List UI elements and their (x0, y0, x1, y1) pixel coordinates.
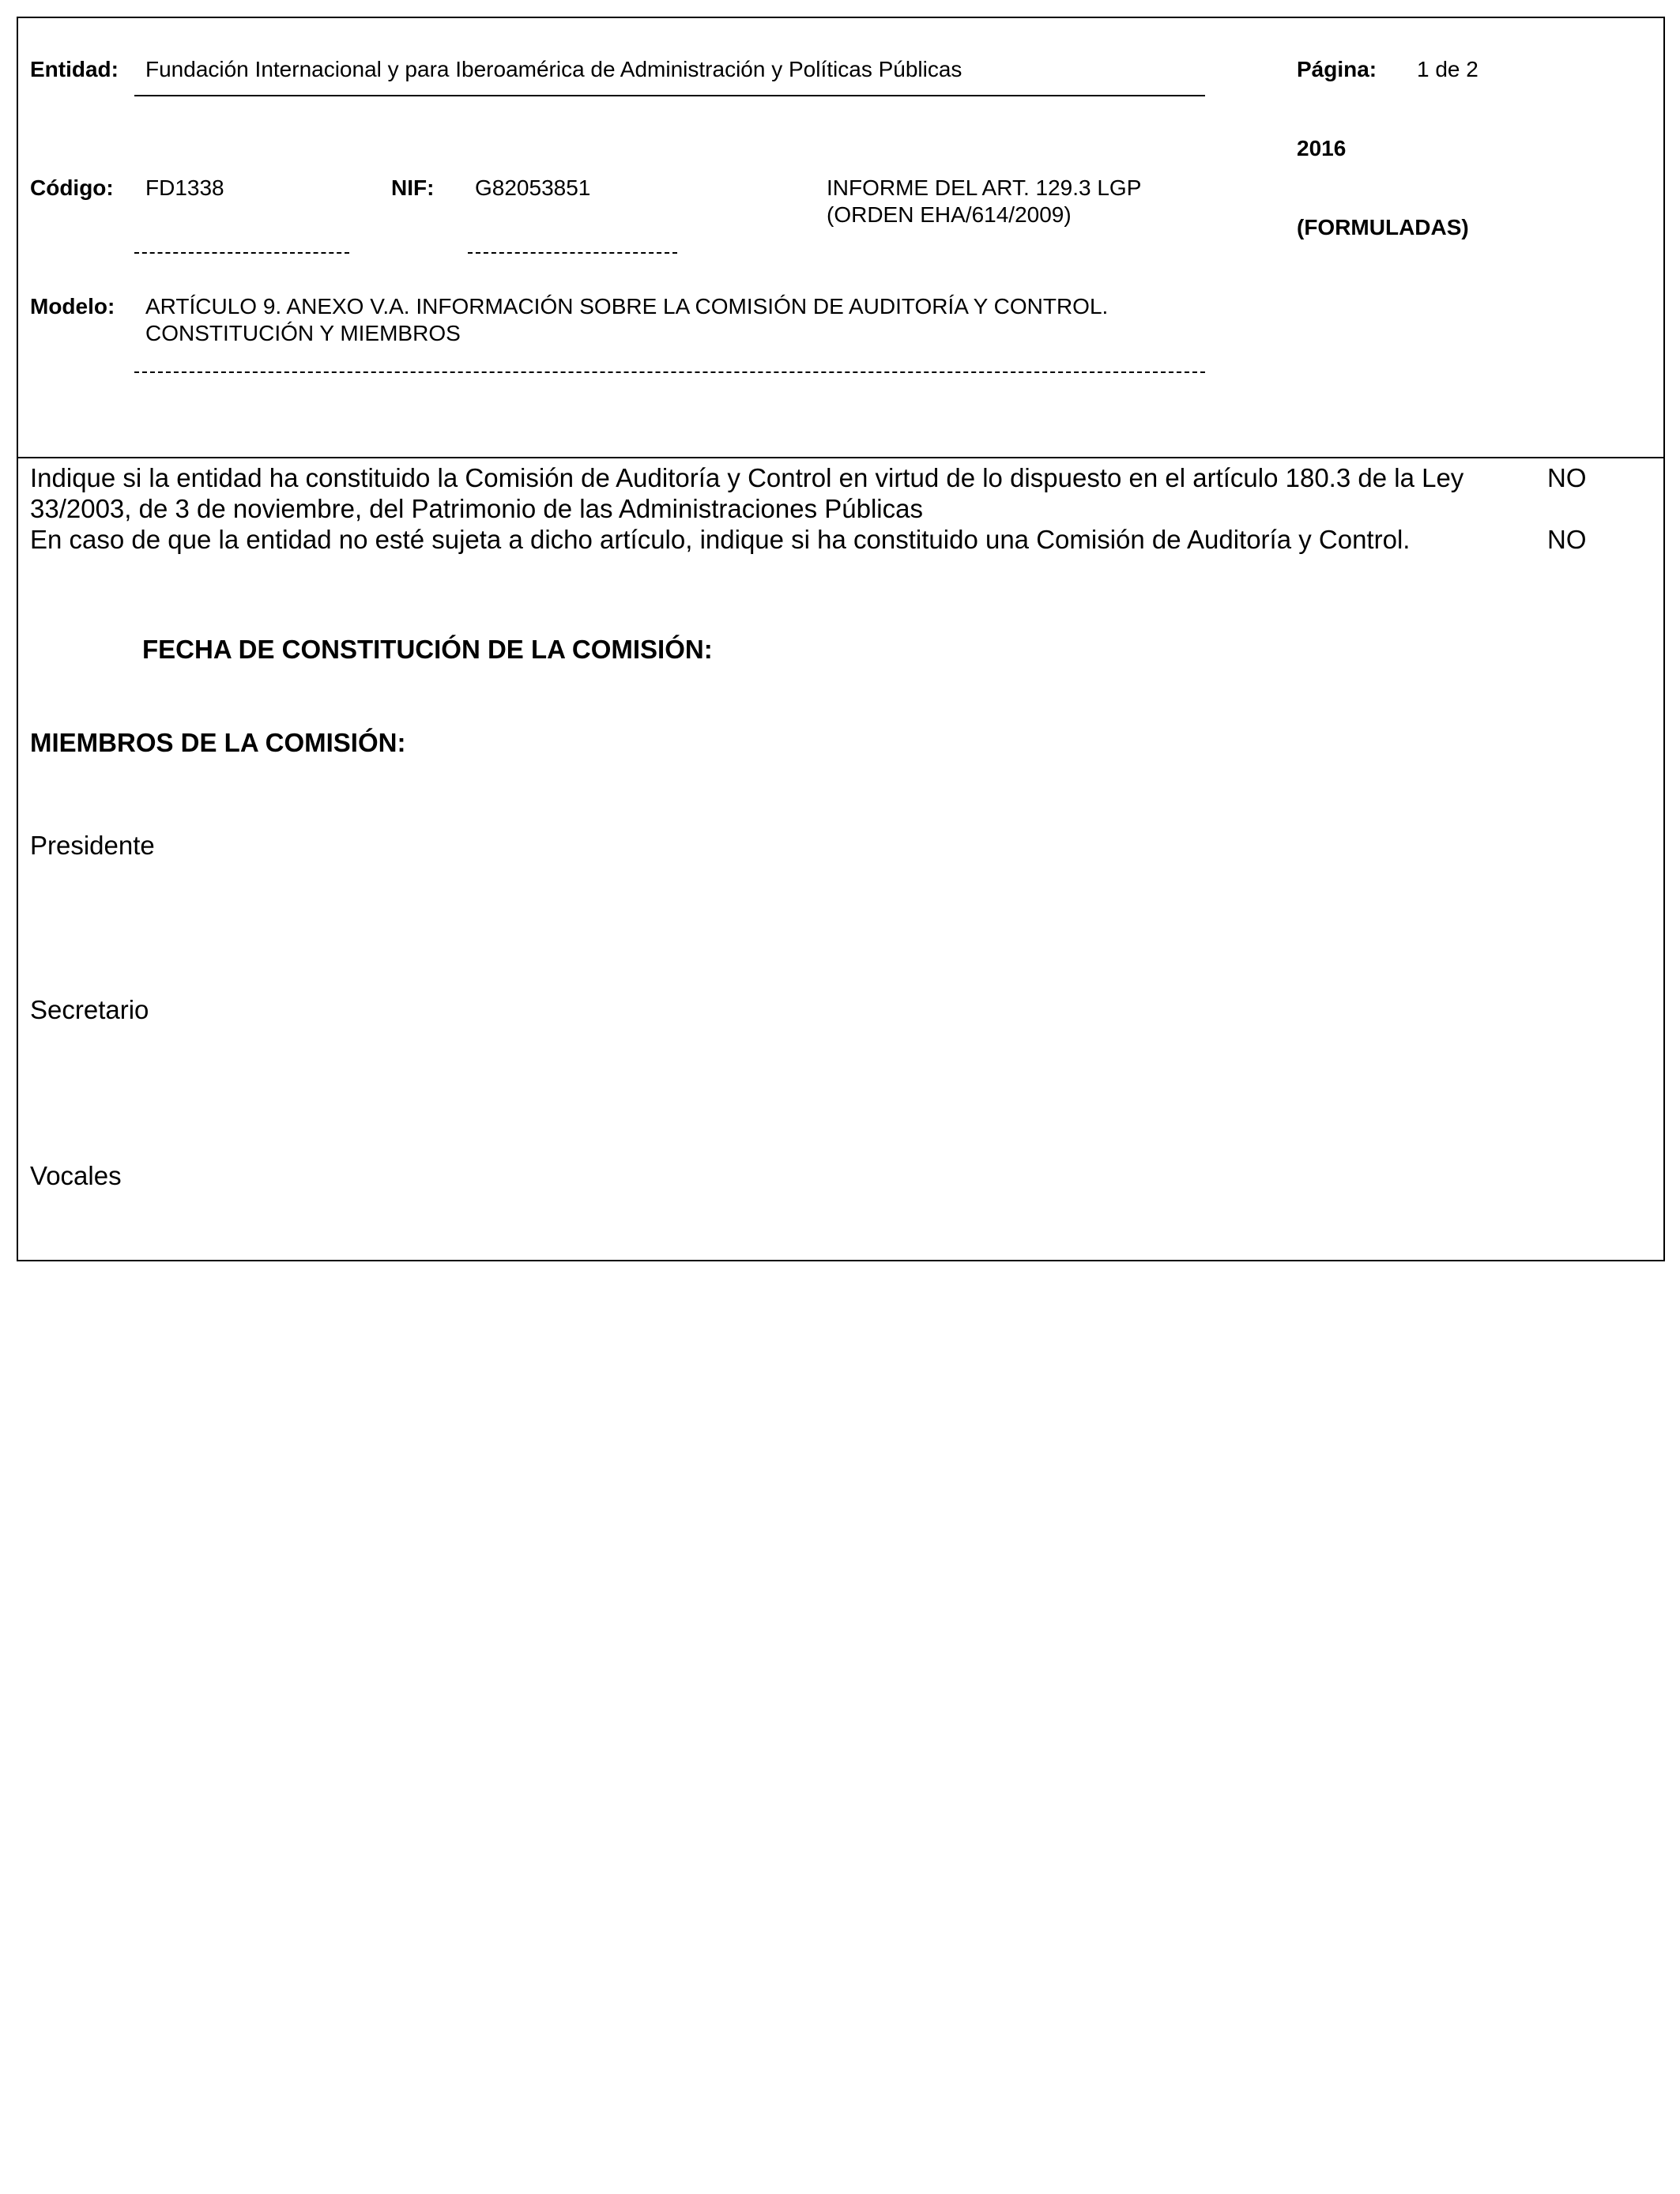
fecha-constitucion-title: FECHA DE CONSTITUCIÓN DE LA COMISIÓN: (142, 635, 713, 664)
question-1-line-1: Indique si la entidad ha constituido la Comisión de Auditoría y Control en virtud de lo dispuesto en el artículo 180.3 de la Ley (30, 463, 1464, 492)
entidad-value: Fundación Internacional y para Iberoamérica de Administración y Políticas Públicas (145, 57, 962, 81)
modelo-underline (134, 371, 1205, 373)
modelo-label: Modelo: (30, 294, 115, 319)
role-vocales: Vocales (30, 1161, 122, 1190)
nif-value: G82053851 (475, 175, 591, 200)
modelo-line-2: CONSTITUCIÓN Y MIEMBROS (145, 321, 461, 345)
role-secretario: Secretario (30, 995, 149, 1024)
codigo-underline (134, 252, 349, 254)
codigo-label: Código: (30, 175, 114, 200)
nif-label: NIF: (391, 175, 435, 200)
miembros-title: MIEMBROS DE LA COMISIÓN: (30, 728, 406, 757)
informe-line-1: INFORME DEL ART. 129.3 LGP (827, 175, 1142, 200)
status-label: (FORMULADAS) (1297, 215, 1469, 239)
year-label: 2016 (1297, 136, 1347, 160)
modelo-line-1: ARTÍCULO 9. ANEXO V.A. INFORMACIÓN SOBRE LA COMISIÓN DE AUDITORÍA Y CONTROL. (145, 294, 1109, 319)
codigo-value: FD1338 (145, 175, 224, 200)
informe-line-2: (ORDEN EHA/614/2009) (827, 202, 1072, 227)
question-1-line-2: 33/2003, de 3 de noviembre, del Patrimonio de las Administraciones Públicas (30, 494, 923, 523)
role-presidente: Presidente (30, 831, 155, 860)
entidad-underline (134, 95, 1205, 96)
question-1-answer: NO (1547, 463, 1587, 492)
pagina-value: 1 de 2 (1417, 57, 1478, 81)
entidad-label: Entidad: (30, 57, 119, 81)
nif-underline (468, 252, 677, 254)
body-frame (17, 457, 1665, 1261)
question-2-answer: NO (1547, 525, 1587, 554)
question-2-line-1: En caso de que la entidad no esté sujeta a dicho artículo, indique si ha constituido una Comisión de Auditoría y Control. (30, 525, 1411, 554)
pagina-label: Página: (1297, 57, 1377, 81)
